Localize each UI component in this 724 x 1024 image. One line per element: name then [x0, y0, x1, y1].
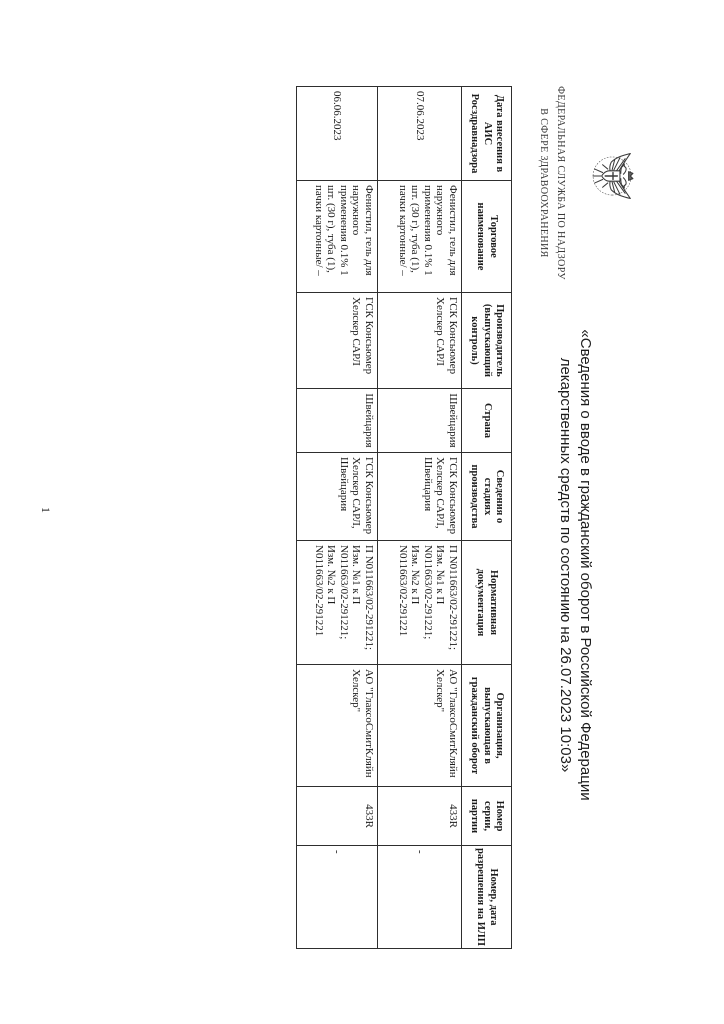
- column-header-country: Страна: [462, 389, 512, 453]
- column-header-production-stages: Сведения о стадиях производства: [462, 453, 512, 541]
- cell-trade-name: Фенистил, гель для наружного применения 0.1% 1 шт. (30 г), туба (1), пачки картонные/ –: [297, 181, 378, 293]
- cell-normative-documentation: П N011663/02-291221; Изм. №1 к П N011663/02-291221; Изм. №2 к П N011663/02-291221: [378, 541, 462, 665]
- column-header-batch-number: Номер серии, партии: [462, 787, 512, 846]
- column-header-manufacturer: Производитель (выпускающий контроль): [462, 293, 512, 389]
- cell-production-stages: ГСК Консьюмер Хелскер САРЛ, Швейцария: [378, 453, 462, 541]
- document-title-line: лекарственных средств по состоянию на 26.07.2023 10:03»: [557, 357, 574, 773]
- cell-normative-documentation: П N011663/02-291221; Изм. №1 к П N011663/02-291221; Изм. №2 к П N011663/02-291221: [297, 541, 378, 665]
- cell-trade-name: Фенистил, гель для наружного применения 0.1% 1 шт. (30 г), туба (1), пачки картонные/ –: [378, 181, 462, 293]
- cell-batch-number: 433R: [297, 787, 378, 846]
- table-row: [378, 87, 462, 949]
- column-header-releasing-organization: Организация, выпускающая в гражданский оборот: [462, 665, 512, 787]
- cell-ilp-permit: -: [297, 846, 378, 949]
- agency-name-line: ФЕДЕРАЛЬНАЯ СЛУЖБА ПО НАДЗОРУ: [555, 86, 566, 280]
- cell-date-added: 07.06.2023: [378, 87, 462, 181]
- cell-country: Швейцария: [378, 389, 462, 453]
- document-title-line: «Сведения о вводе в гражданский оборот в Российской Федерации: [577, 329, 594, 801]
- cell-releasing-organization: АО "ГлаксоСмитКляйн Хелскер": [297, 665, 378, 787]
- table-row: [297, 87, 378, 949]
- page-number: 1: [39, 507, 53, 513]
- column-header-date-added: Дата внесения в АИС Росздравнадзора: [462, 87, 512, 181]
- column-header-trade-name: Торговое наименование: [462, 181, 512, 293]
- cell-country: Швейцария: [297, 389, 378, 453]
- column-header-ilp-permit: Номер, дата разрешения на ИЛП: [462, 846, 512, 949]
- supply-data-table: [296, 86, 512, 949]
- roszdravnadzor-emblem-icon: [590, 150, 636, 202]
- cell-manufacturer: ГСК Консьюмер Хелскер САРЛ: [378, 293, 462, 389]
- column-header-normative-documentation: Нормативная документация: [462, 541, 512, 665]
- cell-batch-number: 433R: [378, 787, 462, 846]
- cell-production-stages: ГСК Консьюмер Хелскер САРЛ, Швейцария: [297, 453, 378, 541]
- agency-name: [535, 83, 569, 283]
- cell-manufacturer: ГСК Консьюмер Хелскер САРЛ: [297, 293, 378, 389]
- agency-name-line: В СФЕРЕ ЗДРАВООХРАНЕНИЯ: [538, 108, 549, 258]
- table-header-row: [462, 87, 512, 949]
- cell-ilp-permit: -: [378, 846, 462, 949]
- cell-releasing-organization: АО "ГлаксоСмитКляйн Хелскер": [378, 665, 462, 787]
- cell-date-added: 06.06.2023: [297, 87, 378, 181]
- document-title: [555, 290, 595, 840]
